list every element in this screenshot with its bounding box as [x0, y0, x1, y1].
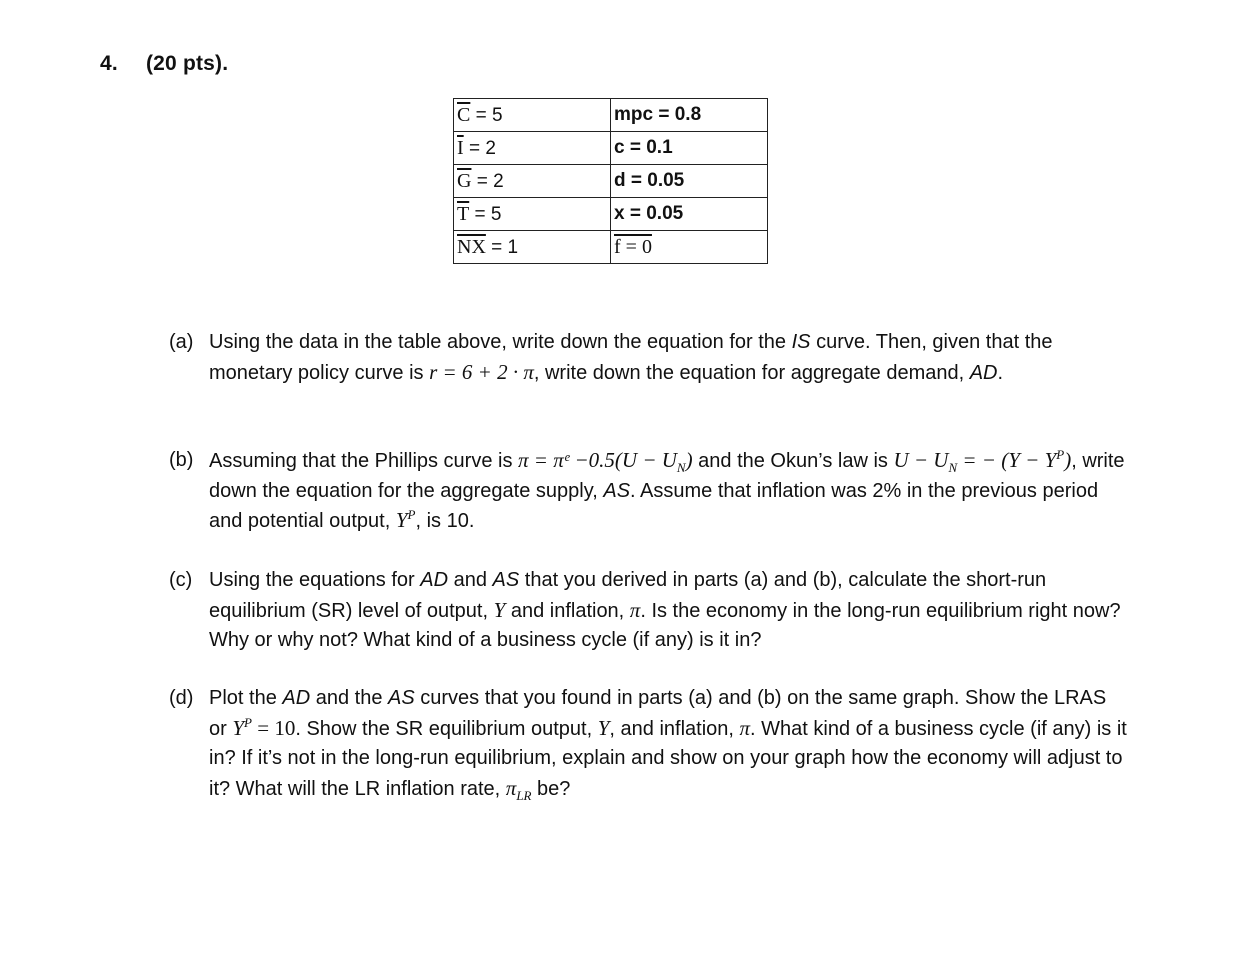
part-c-label: (c) — [169, 569, 193, 591]
part-d-label: (d) — [169, 687, 194, 709]
table-cell-c: c = 0.1 — [611, 132, 768, 165]
table-cell-g-bar: $\overline{G} = 2$ — [454, 165, 611, 198]
part-b-label: (b) — [169, 449, 194, 471]
question-number: 4. — [100, 52, 118, 75]
table-cell-nx-bar: $\overline{NX} = 1$ — [454, 231, 611, 264]
table-cell-f-bar: f = 0 — [611, 231, 768, 264]
part-c-text: Using the equations for AD and AS that you derived in parts (a) and (b), calculate the short-run equilibrium (SR) level of output, Y and inflation, π. Is the economy in the long-run equilibrium right now? Why or why not? What kind of a business cycle (if any) is it in? — [209, 569, 1121, 651]
part-a — [169, 328, 1129, 388]
question-points: (20 pts). — [145, 52, 229, 75]
table-cell-t-bar: $\overline{T} = 5$ — [454, 198, 611, 231]
table-cell-d: d = 0.05 — [611, 165, 768, 198]
phillips-curve-equation: π = πᵉ $-0.5(U - U_N)$ — [518, 448, 693, 476]
question-heading — [100, 52, 228, 76]
parameter-table — [453, 98, 768, 264]
table-row — [454, 132, 768, 165]
table-row — [454, 165, 768, 198]
table-cell-c-bar: $\overline{C} = 5$ — [454, 99, 611, 132]
part-c — [169, 566, 1129, 656]
part-a-label: (a) — [169, 331, 194, 353]
part-b — [169, 446, 1129, 537]
part-b-text: Assuming that the Phillips curve is π = πᵉ $-0.5(U - U_N)$ and the Okun’s law is $U - U_N$ = − $(Y - Y^P)$, write down the equation for the aggregate supply, AS. Assume that inflation was 2% in the previous period and potential output, $Y^P$, is 10. — [209, 447, 1125, 532]
table-cell-x: x = 0.05 — [611, 198, 768, 231]
monetary-policy-equation: r = 6 + 2 · π — [429, 359, 534, 384]
table-row — [454, 99, 768, 132]
part-a-text: Using the data in the table above, write down the equation for the IS curve. Then, given that the monetary policy curve is r = 6 + 2 · π, write down the equation for aggregate demand, AD. — [209, 331, 1053, 384]
okuns-law-equation: $U - U_N$ = − $(Y - Y^P)$ — [893, 447, 1072, 476]
part-d — [169, 684, 1129, 804]
table-cell-i-bar: $\overline{I} = 2$ — [454, 132, 611, 165]
table-row — [454, 231, 768, 264]
table-cell-mpc: mpc = 0.8 — [611, 99, 768, 132]
part-d-text: Plot the AD and the AS curves that you found in parts (a) and (b) on the same graph. Show the LRAS or $Y^P = 10$. Show the SR equilibrium output, Y, and inflation, π. What kind of a business cycle (if any) is it in? If it’s not in the long-run equilibrium, explain and show on your graph how the economy will adjust to it? What will the LR inflation rate, $\pi_{LR}$ be? — [209, 687, 1127, 803]
table-row — [454, 198, 768, 231]
